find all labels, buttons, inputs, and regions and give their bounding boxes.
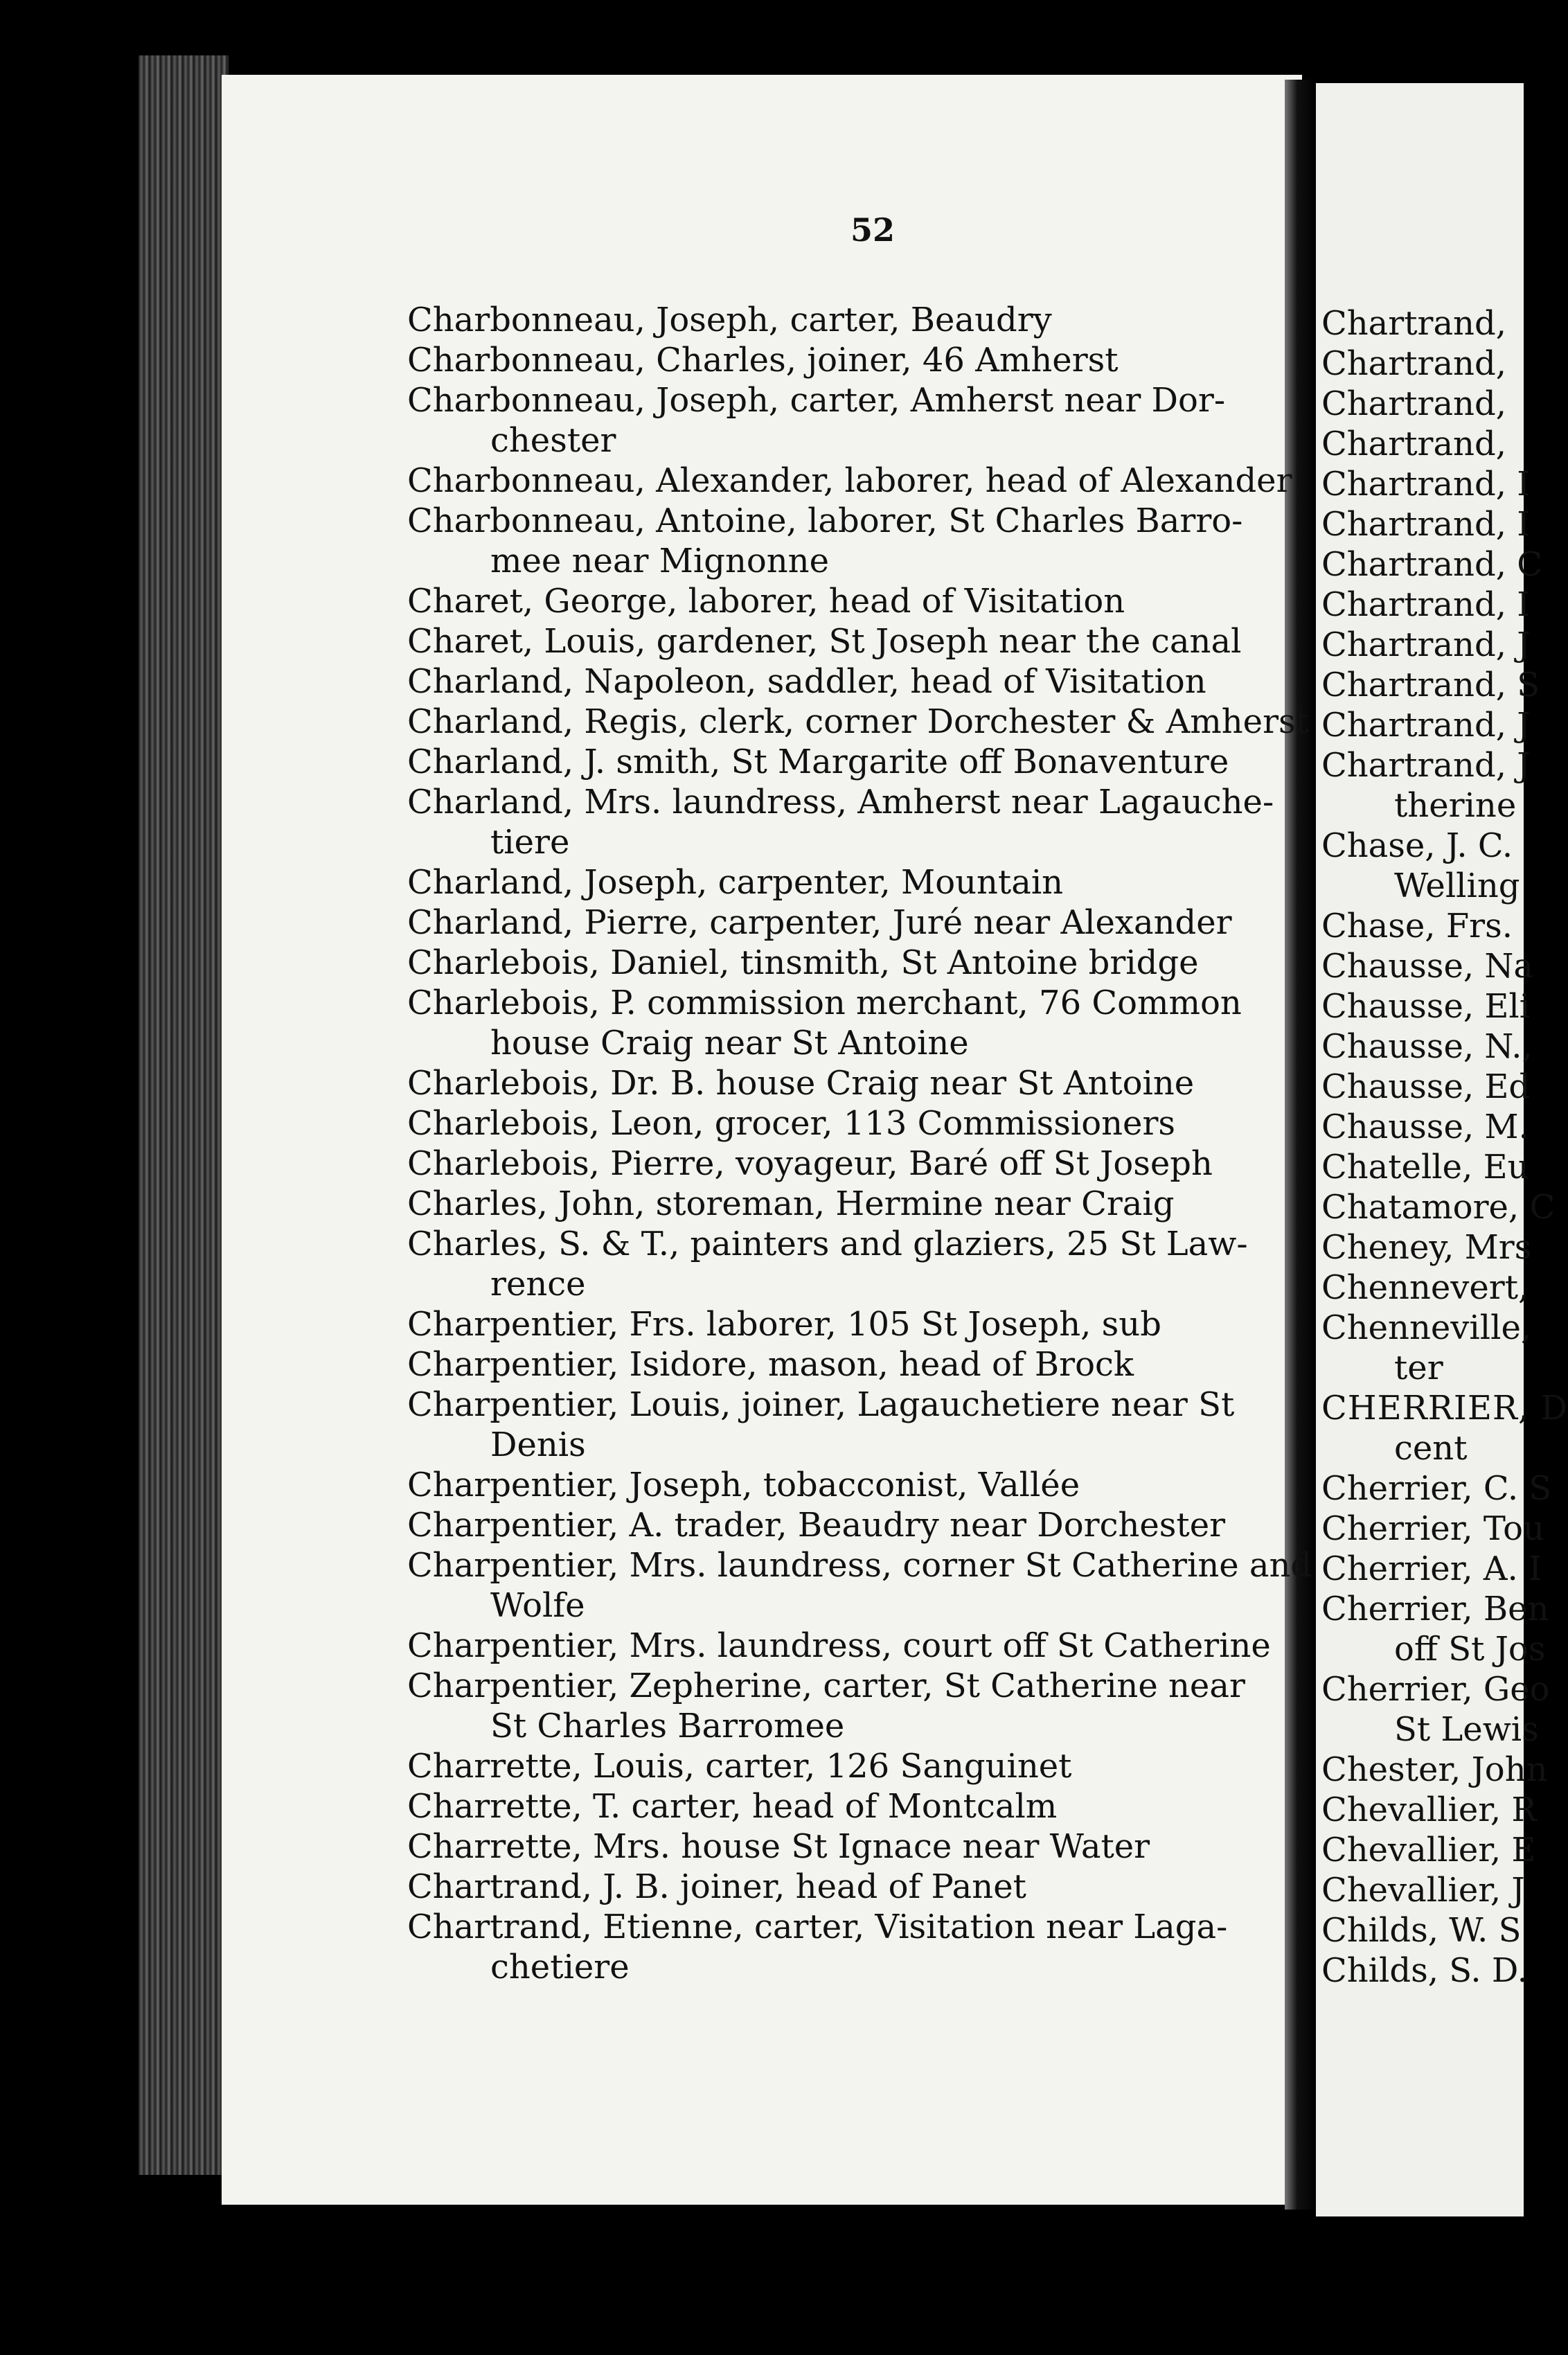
directory-entry (407, 661, 1302, 702)
entry-line: Charles, S. & T., painters and glaziers, 25 St Law- (407, 1225, 1248, 1263)
entry-line: Charpentier, Joseph, tobacconist, Vallée (407, 1466, 1080, 1504)
right-entry (1321, 625, 1531, 665)
directory-entry (407, 340, 1302, 380)
entry-line: Charlebois, Daniel, tinsmith, St Antoine bridge (407, 943, 1199, 982)
right-entry (1321, 826, 1524, 866)
entry-continuation: St Charles Barromee (490, 1707, 845, 1745)
right-entry (1321, 1549, 1542, 1589)
directory-entry (407, 742, 1302, 782)
right-entry (1321, 1227, 1532, 1268)
entry-line: Charpentier, Louis, joiner, Lagauchetiere near St (407, 1385, 1235, 1424)
right-entry-text: Chatelle, Eu (1321, 1148, 1529, 1187)
right-entry-text: Chartrand, (1321, 304, 1506, 343)
directory-entry (407, 782, 1302, 862)
right-entry (1321, 1589, 1549, 1629)
entry-line: Charland, Napoleon, saddler, head of Visitation (407, 662, 1206, 701)
right-entry-text: Chausse, Na (1321, 947, 1533, 986)
right-entry (1321, 1709, 1539, 1750)
entry-line: Charlebois, Pierre, voyageur, Baré off St Joseph (407, 1144, 1213, 1183)
right-entry (1321, 1107, 1529, 1147)
right-entry-text: Chevallier, J (1321, 1871, 1525, 1910)
entry-line: Charbonneau, Joseph, carter, Beaudry (407, 301, 1052, 339)
right-entry-text: Chevallier, R (1321, 1790, 1537, 1829)
right-page-entries (1321, 303, 1568, 1991)
entry-line: Charet, George, laborer, head of Visitation (407, 582, 1125, 621)
directory-entry (407, 1063, 1302, 1103)
right-entry (1321, 1910, 1524, 1950)
directory-entry (407, 1144, 1302, 1184)
entry-line: Charland, Pierre, carpenter, Juré near Alexander (407, 903, 1232, 942)
entry-line: Charlebois, Dr. B. house Craig near St Antoine (407, 1064, 1195, 1103)
right-entry-text: Cheney, Mrs (1321, 1228, 1532, 1267)
right-entry-text: Chausse, M. (1321, 1108, 1529, 1146)
right-entry-text: off St Jos (1394, 1630, 1546, 1669)
entry-continuation: house Craig near St Antoine (490, 1024, 969, 1063)
right-entry-text: cent (1394, 1429, 1468, 1468)
directory-entry (407, 1465, 1302, 1505)
right-entry (1321, 785, 1524, 826)
book-edge (139, 55, 229, 2175)
entry-line: Charlebois, Leon, grocer, 113 Commissioners (407, 1104, 1176, 1143)
entry-line: Charpentier, Frs. laborer, 105 St Joseph, sub (407, 1305, 1161, 1344)
entry-line: Charet, Louis, gardener, St Joseph near the canal (407, 622, 1242, 661)
entry-line: Charland, Joseph, carpenter, Mountain (407, 863, 1064, 902)
right-entry (1321, 946, 1533, 986)
entry-line: Charrette, Mrs. house St Ignace near Water (407, 1827, 1150, 1866)
entry-continuation: mee near Mignonne (490, 542, 829, 580)
entry-continuation: Wolfe (490, 1586, 585, 1625)
right-entry-text: Chester, John (1321, 1750, 1548, 1789)
directory-entry (407, 1224, 1302, 1304)
entry-line: Charrette, Louis, carter, 126 Sanguinet (407, 1747, 1072, 1786)
right-entry-text: Chausse, Ed (1321, 1067, 1531, 1106)
directory-entry (407, 903, 1302, 943)
right-entry (1321, 1147, 1529, 1187)
right-entry-text: Chartrand, C (1321, 545, 1542, 584)
right-entry-text: Cherrier, Geo (1321, 1670, 1550, 1709)
right-entry (1321, 1790, 1537, 1830)
right-entry (1321, 1830, 1536, 1870)
directory-entry (407, 1184, 1302, 1224)
entry-line: Chartrand, J. B. joiner, head of Panet (407, 1867, 1026, 1906)
entry-line: Charpentier, Mrs. laundress, corner St Catherine and (407, 1546, 1312, 1585)
right-entry-text: Chartrand, I (1321, 585, 1531, 624)
right-entry-text: Welling (1394, 867, 1520, 905)
entry-line: Charpentier, Zepherine, carter, St Catherine near (407, 1667, 1245, 1705)
right-entry (1321, 1388, 1568, 1428)
page-number: 52 (850, 211, 896, 249)
right-entry (1321, 1308, 1532, 1348)
directory-entry (407, 1545, 1312, 1626)
right-entry-text: CHERRIER, D (1321, 1389, 1568, 1428)
right-entry (1321, 464, 1531, 504)
right-entry-text: Chartrand, J (1321, 706, 1531, 745)
directory-entry (407, 621, 1302, 661)
entry-line: Charlebois, P. commission merchant, 76 Common (407, 984, 1242, 1022)
directory-entry (407, 300, 1302, 340)
directory-entry (407, 501, 1302, 581)
right-entry-text: Cherrier, Ben (1321, 1590, 1549, 1628)
right-entry-text: Chartrand, J (1321, 625, 1531, 664)
right-entry (1321, 1067, 1531, 1107)
right-entry (1321, 585, 1531, 625)
entry-line: Charland, Mrs. laundress, Amherst near Lagauche- (407, 783, 1274, 821)
right-entry (1321, 745, 1531, 785)
right-entry-text: St Lewis (1394, 1710, 1539, 1749)
entry-line: Charpentier, A. trader, Beaudry near Dorchester (407, 1506, 1226, 1545)
entry-line: Charland, J. smith, St Margarite off Bonaventure (407, 743, 1229, 781)
entry-line: Charpentier, Isidore, mason, head of Brock (407, 1345, 1134, 1384)
right-entry (1321, 906, 1524, 946)
right-entry (1321, 504, 1531, 544)
entry-continuation: rence (490, 1265, 586, 1304)
right-entry (1321, 866, 1524, 906)
entry-line: Charles, John, storeman, Hermine near Craig (407, 1184, 1175, 1223)
directory-entry (407, 1907, 1302, 1987)
directory-entry (407, 943, 1302, 983)
right-entry (1321, 1428, 1524, 1468)
directory-entry (407, 581, 1302, 621)
directory-entry (407, 1344, 1302, 1385)
entry-line: Charbonneau, Joseph, carter, Amherst near Dor- (407, 381, 1226, 420)
right-entry-text: Chase, Frs. (1321, 907, 1513, 945)
entry-continuation: chetiere (490, 1948, 630, 1987)
entry-line: Charbonneau, Antoine, laborer, St Charles Barro- (407, 501, 1243, 540)
right-entry-text: Chartrand, S (1321, 666, 1540, 704)
right-entry-text: Childs, S. D. (1321, 1951, 1528, 1990)
right-entry-text: Chausse, Eli (1321, 987, 1531, 1026)
right-entry (1321, 1468, 1552, 1509)
directory-entry (407, 1746, 1302, 1786)
directory-entry (407, 983, 1302, 1063)
right-entry-text: Chartrand, (1321, 425, 1506, 463)
right-entry (1321, 986, 1531, 1027)
right-entry (1321, 1669, 1550, 1709)
right-entry (1321, 303, 1524, 344)
right-entry (1321, 1348, 1524, 1388)
right-entry-text: Chartrand, I (1321, 465, 1531, 504)
entry-line: Chartrand, Etienne, carter, Visitation near Laga- (407, 1908, 1228, 1946)
entry-continuation: tiere (490, 823, 570, 862)
right-entry (1321, 1268, 1529, 1308)
right-entry-text: Chenneville, (1321, 1308, 1532, 1347)
directory-entry (407, 702, 1309, 742)
right-entry (1321, 1750, 1548, 1790)
entry-line: Charbonneau, Alexander, laborer, head of Alexander (407, 461, 1292, 500)
right-entry-text: Chartrand, (1321, 384, 1506, 423)
directory-entry (407, 1103, 1302, 1144)
entry-line: Charbonneau, Charles, joiner, 46 Amherst (407, 341, 1119, 380)
right-entry-text: Chartrand, I (1321, 505, 1531, 544)
entry-continuation: Denis (490, 1425, 586, 1464)
right-entry-text: Chartrand, (1321, 344, 1506, 383)
right-entry (1321, 665, 1540, 705)
right-entry (1321, 1950, 1528, 1991)
right-entry-text: Chevallier, E (1321, 1831, 1536, 1869)
entry-line: Charrette, T. carter, head of Montcalm (407, 1787, 1058, 1826)
right-entry-text: Chatamore, C (1321, 1188, 1556, 1227)
right-entry (1321, 1629, 1546, 1669)
directory-entry (407, 1827, 1302, 1867)
directory-entry (407, 1867, 1302, 1907)
right-entry-text: ter (1394, 1349, 1443, 1387)
directory-entry (407, 1304, 1302, 1344)
right-entry-text: Chartrand, J (1321, 746, 1531, 785)
directory-entry (407, 1666, 1302, 1746)
directory-entry (407, 862, 1302, 903)
right-entry-text: Cherrier, A. I (1321, 1549, 1542, 1588)
directory-entry (407, 1786, 1302, 1827)
directory-entry (407, 461, 1302, 501)
right-entry (1321, 1187, 1556, 1227)
entry-line: Charland, Regis, clerk, corner Dorchester & Amherst (407, 702, 1309, 741)
directory-entries (407, 300, 1312, 1987)
right-entry (1321, 705, 1531, 745)
directory-entry (407, 1385, 1302, 1465)
right-entry-text: Cherrier, C. S (1321, 1469, 1552, 1508)
right-entry-text: Chausse, N., (1321, 1027, 1533, 1066)
entry-continuation: chester (490, 421, 616, 460)
right-entry-text: Chennevert, (1321, 1268, 1529, 1307)
right-entry (1321, 544, 1542, 585)
right-entry (1321, 1509, 1544, 1549)
right-entry-text: therine (1394, 786, 1517, 825)
directory-entry (407, 1505, 1302, 1545)
right-entry (1321, 384, 1524, 424)
right-entry-text: Chase, J. C. (1321, 826, 1513, 865)
entry-line: Charpentier, Mrs. laundress, court off St Catherine (407, 1626, 1271, 1665)
right-entry (1321, 1027, 1533, 1067)
right-entry-text: Cherrier, Tou (1321, 1509, 1544, 1548)
right-entry-text: Childs, W. S (1321, 1911, 1522, 1950)
directory-entry (407, 380, 1302, 461)
right-entry (1321, 344, 1524, 384)
directory-entry (407, 1626, 1302, 1666)
right-entry (1321, 1870, 1524, 1910)
right-entry (1321, 424, 1524, 464)
